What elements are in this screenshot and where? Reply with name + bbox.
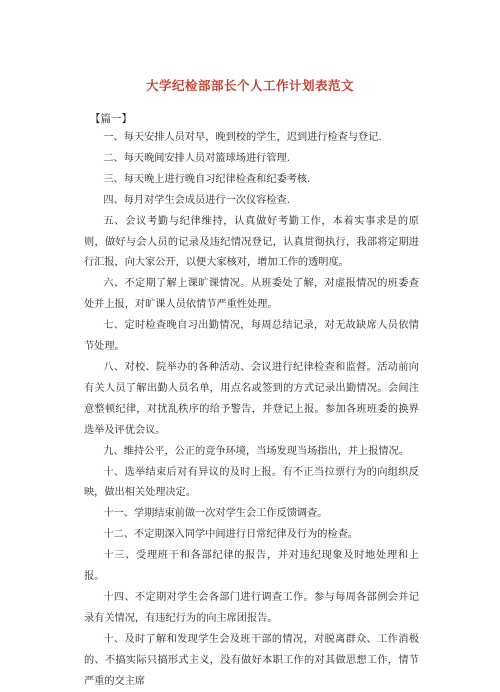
- paragraph: 五、会议考勤与纪律维持，认真做好考勤工作，本着实事求是的原则，做好与会人员的记录及违纪情况登记，认真贯彻执行，我部将定期进行汇报，向大家公开，以便大家核对，增加工作的透明度。: [84, 215, 419, 269]
- paragraph: 八、对校、院举办的各种活动、会议进行纪律检查和监督。活动前向有关人员了解出勤人员名单，用点名或签到的方式记录出勤情况。会间注意整顿纪律，对扰乱秩序的给予警告，并登记上报。参加各班班委的换界选举及评优会议。: [84, 361, 419, 436]
- paragraph: 十三、受理班干和各部纪律的报告，并对违纪现象及时地处理和上报。: [84, 550, 419, 583]
- paragraph: 四、每月对学生会成员进行一次仪容检查.: [103, 194, 290, 206]
- paragraph: 十一、学期结束前做一次对学生会工作反馈调查。: [103, 508, 328, 520]
- paragraph: 九、维持公平，公正的竞争环境，当场发现当场指出，并上报情况。: [103, 445, 409, 457]
- paragraph: 十二、不定期深入同学中间进行日常纪律及行为的检查。: [103, 529, 359, 541]
- paragraph: 十四、不定期对学生会各部门进行调查工作。参与每周各部例会并记录有关情况，有违纪行为的向主席团报告。: [84, 591, 419, 624]
- paragraph: 二、每天晚间安排人员对篮球场进行管理.: [103, 152, 290, 164]
- paragraph: 三、每天晚上进行晚自习纪律检查和纪委考核.: [103, 173, 311, 185]
- paragraph: 一、每天安排人员对早，晚到校的学生，迟到进行检查与登记.: [103, 132, 382, 143]
- paragraph: 十、及时了解和发现学生会及班干部的情况，对脱离群众、工作消极的、不搞实际只搞形式主义，没有做好本职工作的对其做思想工作，情节严重的交主席: [84, 633, 419, 687]
- paragraph: 七、定时检查晚自习出勤情况，每周总结记录，对无故缺席人员依情节处理。: [84, 320, 419, 353]
- paragraph-list: [84, 128, 419, 692]
- section-heading: 【篇一】: [90, 113, 132, 125]
- paragraph: 六、不定期了解上课旷课情况。从班委处了解，对虚报情况的班委查处并上报，对旷课人员依情节严重性处理。: [84, 278, 419, 311]
- document-title: 大学纪检部部长个人工作计划表范文: [145, 78, 354, 93]
- paragraph: 十、选举结束后对有异议的及时上报。有不正当拉票行为的向组织反映，做出相关处理决定。: [84, 466, 419, 499]
